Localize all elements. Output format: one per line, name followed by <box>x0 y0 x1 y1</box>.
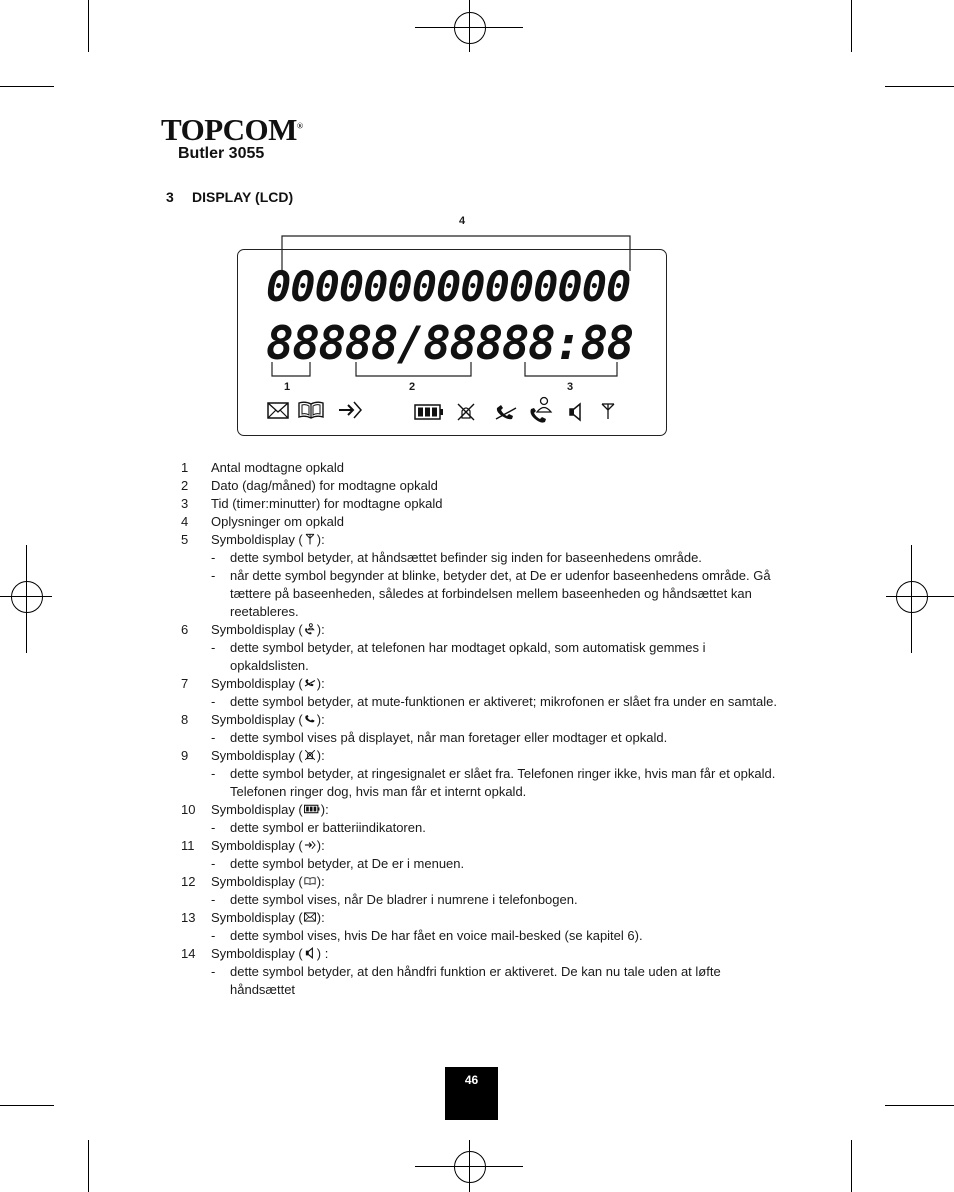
call-received-icon <box>304 623 316 635</box>
ringer-off-icon <box>456 402 476 422</box>
list-item: 2 Dato (dag/måned) for modtagne opkald <box>181 478 438 493</box>
list-item: 7 Symboldisplay ( ): <box>181 676 325 691</box>
crop-mark <box>885 1105 954 1106</box>
antenna-icon <box>304 533 316 545</box>
section-number: 3 <box>166 189 174 205</box>
list-bullet: - dette symbol betyder, at ringesignalet er slået fra. Telefonen ringer ikke, hvis man får et opkald. Telefonen ringer dog, hvis man får et internt opkald. <box>211 766 776 799</box>
envelope-icon <box>304 911 316 923</box>
list-item: 5 Symboldisplay ( ): <box>181 532 325 547</box>
list-bullet: - dette symbol betyder, at telefonen har modtaget opkald, som automatisk gemmes i opkaldslisten. <box>211 640 706 673</box>
list-item: 14 Symboldisplay ( ) : <box>181 946 329 961</box>
list-item: 11 Symboldisplay ( ): <box>181 838 325 853</box>
callout-bracket <box>270 360 630 380</box>
registration-mark <box>454 1151 486 1183</box>
antenna-icon <box>600 402 616 420</box>
phonebook-icon <box>297 400 325 420</box>
list-item: 6 Symboldisplay ( ): <box>181 622 325 637</box>
lcd-digits-row1: 000000000000000 <box>266 262 631 311</box>
crop-mark <box>88 0 89 52</box>
handset-icon <box>304 713 316 725</box>
list-bullet: - dette symbol vises, når De bladrer i numrene i telefonbogen. <box>211 892 578 907</box>
section-heading <box>166 189 293 205</box>
crop-mark <box>851 1140 852 1192</box>
crop-mark <box>0 86 54 87</box>
callout-label: 3 <box>567 381 574 393</box>
list-bullet: - dette symbol betyder, at mute-funktionen er aktiveret; mikrofonen er slået fra under en samtale. <box>211 694 778 709</box>
list-item: 10 Symboldisplay ( ): <box>181 802 329 817</box>
crop-mark <box>851 0 852 52</box>
list-bullet: - dette symbol vises på displayet, når man foretager eller modtager et opkald. <box>211 730 668 745</box>
list-item: 8 Symboldisplay ( ): <box>181 712 325 727</box>
brand-logo: TOPCOM® <box>161 112 303 147</box>
registration-mark <box>454 12 486 44</box>
envelope-icon <box>267 402 289 419</box>
speaker-icon <box>304 947 316 959</box>
list-item: 1 Antal modtagne opkald <box>181 460 344 475</box>
crop-mark <box>885 86 954 87</box>
ringer-off-icon <box>304 749 316 761</box>
phonebook-icon <box>304 875 316 887</box>
call-received-icon <box>528 396 556 424</box>
battery-icon <box>414 404 444 420</box>
callout-label: 1 <box>284 381 291 393</box>
list-bullet: - når dette symbol begynder at blinke, betyder det, at De er udenfor baseenhedens område. Gå tættere på baseenheden, således at forbindelsen mellem baseenheden og håndsættet kan reetableres. <box>211 568 771 619</box>
model-name: Butler 3055 <box>178 145 265 162</box>
crop-mark <box>0 1105 54 1106</box>
list-item: 4 Oplysninger om opkald <box>181 514 344 529</box>
list-item: 3 Tid (timer:minutter) for modtagne opkald <box>181 496 443 511</box>
menu-enter-icon <box>337 400 363 420</box>
menu-enter-icon <box>304 839 316 851</box>
list-bullet: - dette symbol er batteriindikatoren. <box>211 820 426 835</box>
registration-mark <box>896 581 928 613</box>
lcd-digits-row2: 88888/88888:88 <box>266 316 633 370</box>
list-bullet: - dette symbol vises, hvis De har fået en voice mail-besked (se kapitel 6). <box>211 928 643 943</box>
symbol-list <box>181 459 781 999</box>
list-bullet: - dette symbol betyder, at håndsættet befinder sig inden for baseenhedens område. <box>211 550 702 565</box>
list-item: 13 Symboldisplay ( ): <box>181 910 325 925</box>
speaker-icon <box>568 402 584 422</box>
page-number: 46 <box>445 1067 498 1120</box>
crop-mark <box>88 1140 89 1192</box>
section-title: DISPLAY (LCD) <box>192 189 294 205</box>
mute-icon <box>494 404 518 422</box>
registration-mark <box>11 581 43 613</box>
list-bullet: - dette symbol betyder, at den håndfri funktion er aktiveret. De kan nu tale uden at løfte håndsættet <box>211 964 721 997</box>
mute-icon <box>304 677 316 689</box>
battery-icon <box>304 803 320 815</box>
callout-label: 4 <box>459 215 466 227</box>
list-bullet: - dette symbol betyder, at De er i menuen. <box>211 856 465 871</box>
list-item: 9 Symboldisplay ( ): <box>181 748 325 763</box>
list-item: 12 Symboldisplay ( ): <box>181 874 325 889</box>
callout-label: 2 <box>409 381 416 393</box>
